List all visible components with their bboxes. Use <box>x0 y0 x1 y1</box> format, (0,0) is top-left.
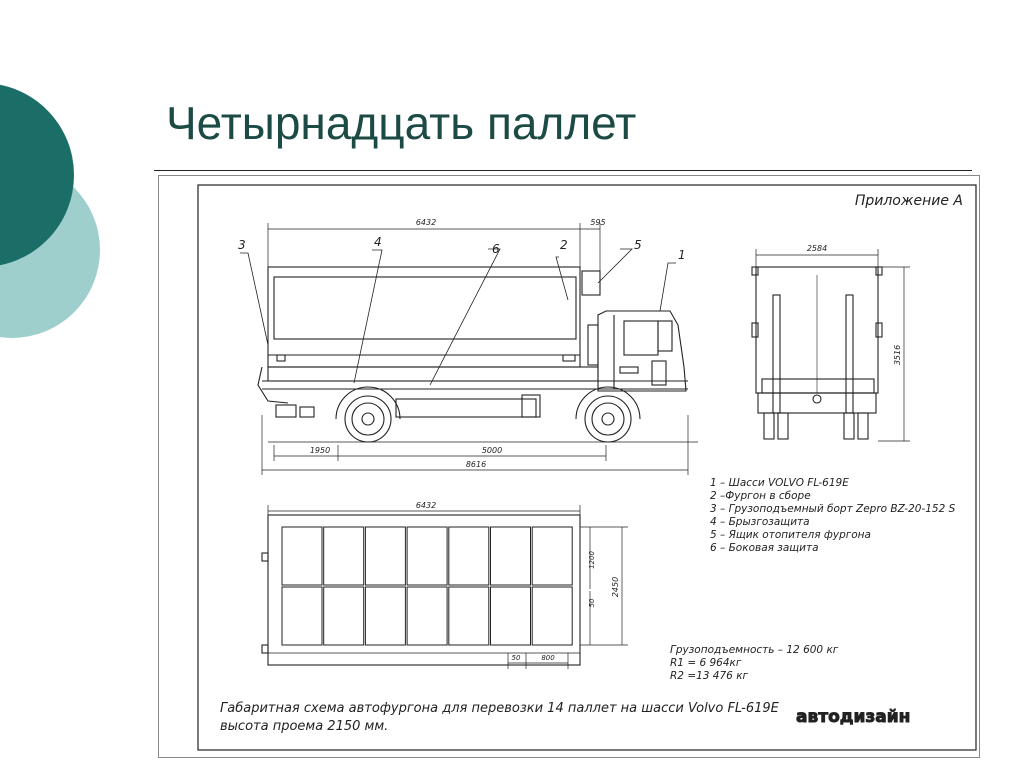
dim-pallet-800: 800 <box>541 654 555 662</box>
appendix-label: Приложение А <box>854 193 963 209</box>
slide-title: Четырнадцать паллет <box>166 97 637 149</box>
dim-width: 2584 <box>806 244 828 253</box>
dim-wheelbase: 5000 <box>481 446 503 455</box>
callout-6: 6 <box>492 242 500 256</box>
dim-inner-width: 2450 <box>611 576 620 598</box>
dim-length: 6432 <box>415 218 437 227</box>
callout-2: 2 <box>560 238 568 252</box>
callout-5: 5 <box>634 238 642 252</box>
callout-3: 3 <box>238 238 246 252</box>
spec-r1: R1 = 6 964кг <box>670 657 742 669</box>
dim-total: 8616 <box>465 460 487 469</box>
legend-item-4: 4 – Брызгозащита <box>710 516 810 528</box>
legend-item-5: 5 – Ящик отопителя фургона <box>710 529 871 541</box>
legend-item-6: 6 – Боковая защита <box>710 542 819 554</box>
logo: автодизайн <box>796 707 911 727</box>
spec-r2: R2 =13 476 кг <box>670 670 749 682</box>
dim-overhang: 595 <box>590 218 606 227</box>
technical-drawing <box>158 175 980 758</box>
drawing-caption: Габаритная схема автофургона для перевозки 14 паллет на шасси Volvo FL-619E <box>220 701 779 716</box>
outer-frame <box>159 176 980 758</box>
dim-plan-length: 6432 <box>415 501 437 510</box>
dim-pallet-1200: 1200 <box>588 551 596 569</box>
drawing-caption-2: высота проема 2150 мм. <box>220 719 389 734</box>
callout-1: 1 <box>678 248 686 262</box>
spec-capacity: Грузоподъемность – 12 600 кг <box>670 644 839 656</box>
decorative-circles <box>0 0 160 420</box>
title-rule <box>154 170 972 171</box>
legend-item-2: 2 –Фургон в сборе <box>710 490 811 502</box>
legend-item-1: 1 – Шасси VOLVO FL-619E <box>710 477 849 489</box>
dim-gap-bottom: 50 <box>511 654 521 662</box>
legend-item-3: 3 – Грузоподъемный борт Zepro BZ-20-152 S <box>710 503 956 515</box>
dim-gap-side: 50 <box>588 598 596 608</box>
dim-height: 3516 <box>893 344 902 366</box>
callout-4: 4 <box>374 235 382 249</box>
dim-rear: 1950 <box>309 446 331 455</box>
